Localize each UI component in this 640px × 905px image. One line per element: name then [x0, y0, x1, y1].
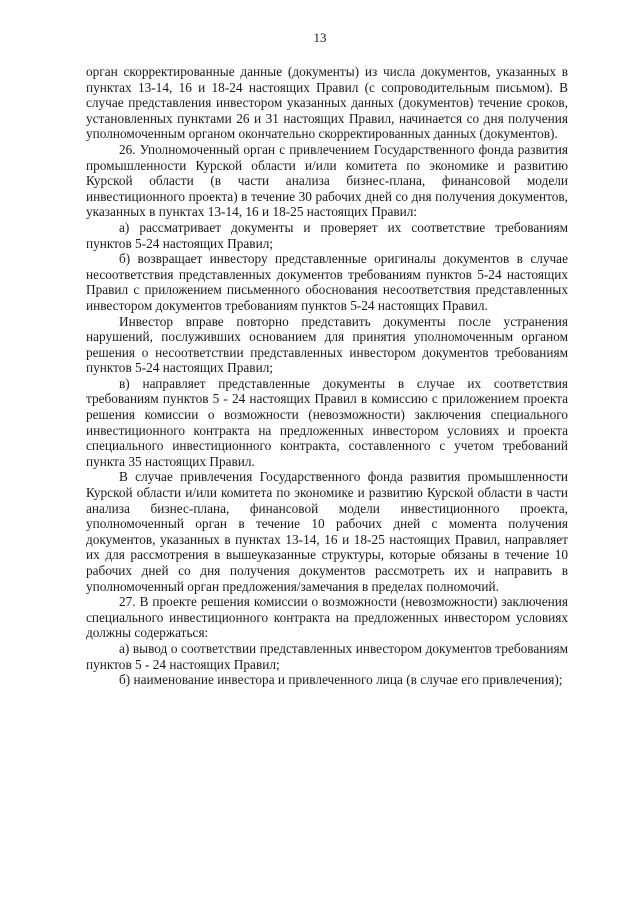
paragraph-item-27: 27. В проекте решения комиссии о возможности (невозможности) заключения специального инвестиционного контракта на предложенных инвестором условиях должны содержаться:	[86, 594, 568, 641]
paragraph-26-a: а) рассматривает документы и проверяет их соответствие требованиям пунктов 5-24 настоящих Правил;	[86, 219, 568, 251]
paragraph-26-v: в) направляет представленные документы в случае их соответствия требованиям пунктов 5 - 24 настоящих Правил в комиссию с приложением проекта решения комиссии о возможности (невозможности) заключения специального инвестиционного контракта на предложенных инвестором условиях и проекта специального инвестиционного контракта, составленного с учетом требований пункта 35 настоящих Правил.	[86, 375, 568, 469]
paragraph-resubmission: Инвестор вправе повторно представить документы после устранения нарушений, послуживших основанием для принятия уполномоченным органом решения о несоответствии представленных инвестором документов требованиям пунктов 5-24 настоящих Правил;	[86, 313, 568, 376]
paragraph-fund-involvement: В случае привлечения Государственного фонда развития промышленности Курской области и/или комитета по экономике и развитию Курской области в части анализа бизнес-плана, финансовой модели инвестиционного проекта, уполномоченный орган в течение 10 рабочих дней с момента получения документов, указанных в пунктах 13-14, 16 и 18-25 настоящих Правил, направляет их для рассмотрения в вышеуказанные структуры, которые обязаны в течение 10 рабочих дней со дня получения документов рассмотреть их и направить в уполномоченный орган предложения/замечания в пределах полномочий.	[86, 469, 568, 594]
paragraph-27-b: б) наименование инвестора и привлеченного лица (в случае его привлечения);	[119, 672, 563, 688]
page-number: 13	[313, 30, 327, 45]
paragraph-27-a: а) вывод о соответствии представленных инвестором документов требованиям пунктов 5 - 24 настоящих Правил;	[86, 640, 568, 672]
paragraph-item-26: 26. Уполномоченный орган с привлечением Государственного фонда развития промышленности Курской области и/или комитета по экономике и развитию Курской области (в части анализа бизнес-плана, финансовой модели инвестиционного проекта) в течение 30 рабочих дней со дня получения документов, указанных в пунктах 13-14, 16 и 18-25 настоящих Правил:	[86, 141, 568, 220]
paragraph-26-b: б) возвращает инвестору представленные оригиналы документов в случае несоответствия представленных документов требованиям пунктов 5-24 настоящих Правил с приложением письменного обоснования несоответствия представленных инвестором документов требованиям пунктов 5-24 настоящих Правил.	[86, 251, 568, 313]
paragraph-continuation: орган скорректированные данные (документы) из числа документов, указанных в пунктах 13-14, 16 и 18-24 настоящих Правил (с сопроводительным письмом). В случае представления инвестором указанных данных (документов) течение сроков, установленных пунктами 26 и 31 настоящих Правил, начинается со дня получения уполномоченным органом окончательно скорректированных данных (документов).	[86, 64, 568, 142]
document-body	[86, 64, 568, 688]
